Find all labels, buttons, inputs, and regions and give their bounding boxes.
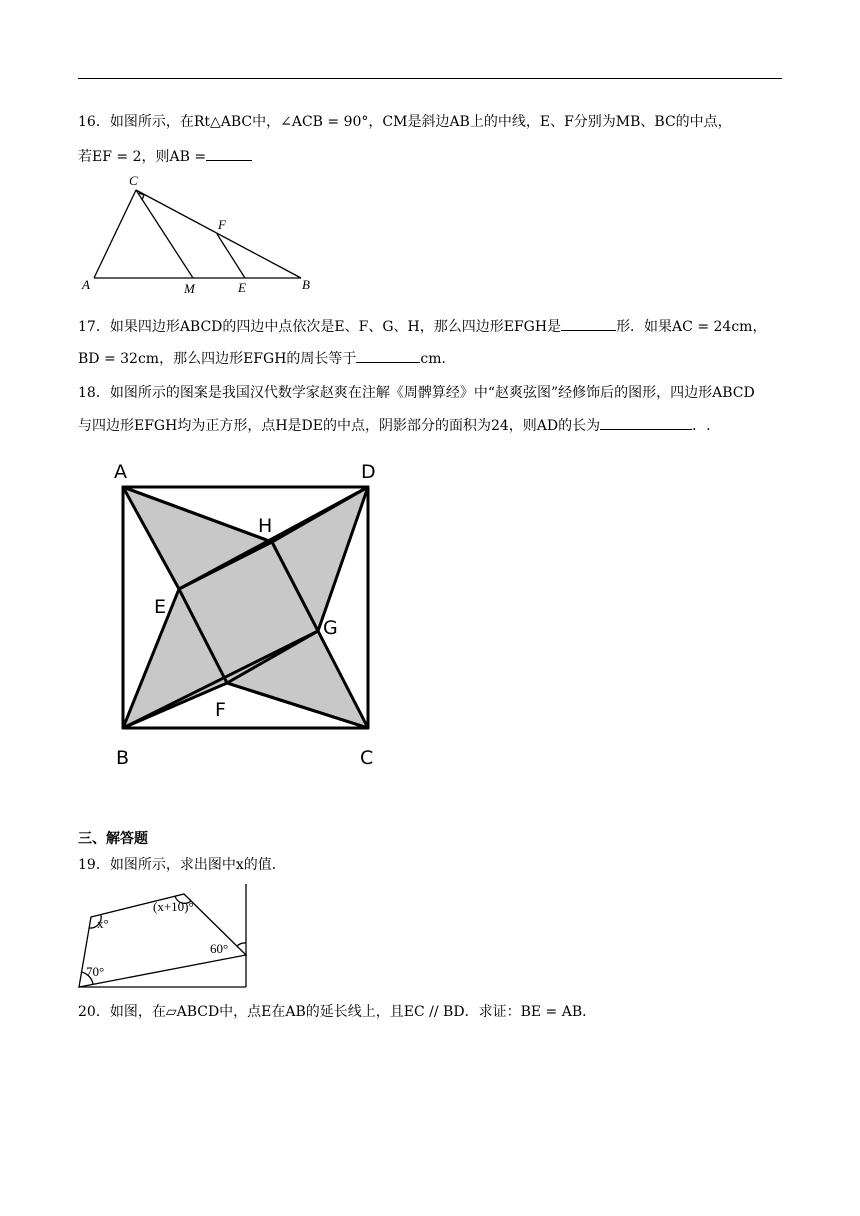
- segment-cb: [136, 190, 301, 278]
- angle-label-60: 60°: [210, 941, 229, 956]
- q16-label-b: B: [302, 277, 310, 292]
- q17-part2: 形．如果AC = 24cm，: [616, 319, 767, 335]
- q18-text-line2: [78, 415, 711, 436]
- q17-text-line2: [78, 348, 456, 369]
- angle-label-x-plus-10: (x+10)°: [153, 899, 194, 914]
- zhao-shuang-string-diagram: [108, 456, 398, 776]
- q18-label-e: E: [154, 596, 167, 618]
- q17-part4: cm．: [420, 351, 456, 367]
- q18-label-a: A: [114, 461, 127, 483]
- q20-text: 20．如图，在▱ABCD中，点E在AB的延长线上，且EC // BD．求证：BE = AB．: [78, 1004, 597, 1020]
- q17-part1: 17．如果四边形ABCD的四边中点依次是E、F、G、H，那么四边形EFGH是: [78, 319, 562, 335]
- q16-label-f: F: [218, 217, 226, 232]
- section-title: 三、解答题: [78, 831, 148, 847]
- q19-text: 19．如图所示，求出图中x的值．: [78, 857, 286, 873]
- q17-answer-blank-2[interactable]: [356, 348, 420, 363]
- q16-label-c: C: [129, 173, 138, 188]
- q17-answer-blank-1[interactable]: [561, 316, 616, 331]
- header-rule: [78, 78, 782, 79]
- segment-cm: [136, 190, 193, 278]
- q16-answer-blank[interactable]: [206, 146, 252, 161]
- q16-prompt: 若EF = 2，则AB =: [78, 149, 207, 165]
- q18-tail: ．.: [692, 418, 711, 434]
- q17-part3: BD = 32cm，那么四边形EFGH的周长等于: [78, 351, 357, 367]
- q18-label-g: G: [323, 617, 338, 639]
- q19-quadrilateral-figure: [74, 884, 254, 992]
- q16-label-m: M: [184, 281, 195, 296]
- q16-text-line1: 16．如图所示，在Rt△ABC中，∠ACB = 90°，CM是斜边AB上的中线，E、F分别为MB、BC的中点，: [78, 114, 732, 130]
- angle-label-70: 70°: [86, 964, 105, 979]
- angle-label-x: x°: [97, 916, 109, 931]
- q16-triangle-figure: [76, 172, 326, 300]
- q18-label-f: F: [215, 699, 226, 721]
- q18-label-b: B: [116, 747, 130, 769]
- segment-ac: [94, 190, 136, 278]
- q16-label-a: A: [82, 277, 90, 292]
- q16-text-line2: [78, 146, 252, 167]
- angle-arc-60: [237, 943, 246, 946]
- q18-text-line1: 18．如图所示的图案是我国汉代数学家赵爽在注解《周髀算经》中“赵爽弦图”经修饰后的图形，四边形ABCD: [78, 385, 755, 401]
- q18-prompt: 与四边形EFGH均为正方形，点H是DE的中点，阴影部分的面积为24，则AD的长为: [78, 418, 601, 434]
- q17-text-line1: [78, 316, 766, 337]
- q18-label-h: H: [258, 515, 273, 537]
- q18-answer-blank[interactable]: [600, 415, 692, 430]
- q18-label-d: D: [361, 461, 376, 483]
- q18-label-c: C: [360, 747, 374, 769]
- q16-label-e: E: [238, 280, 246, 295]
